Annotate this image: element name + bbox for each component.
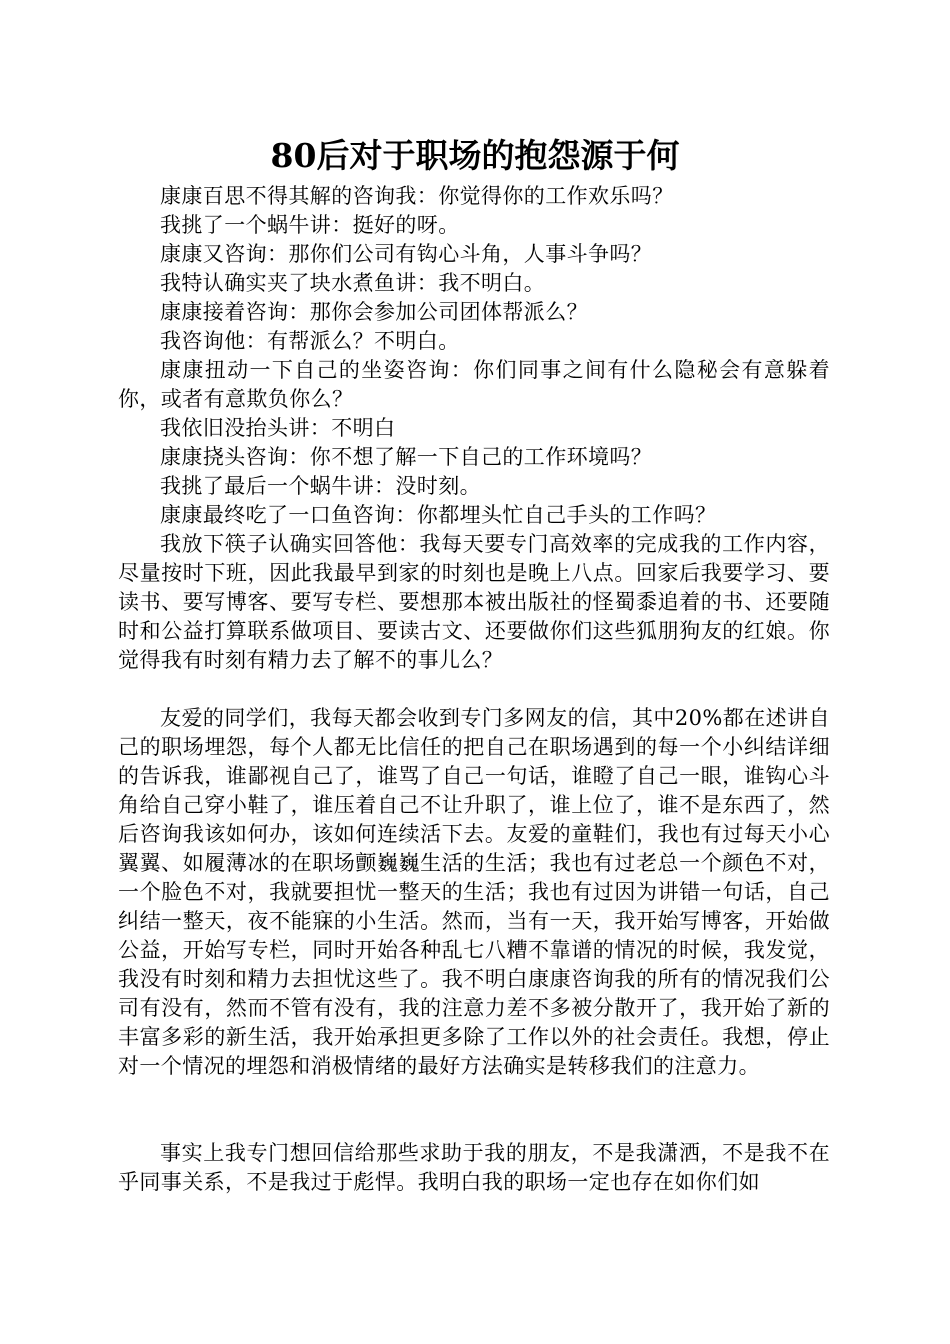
body-paragraph: 事实上我专门想回信给那些求助于我的朋友，不是我潇洒，不是我不在乎同事关系，不是我过于彪悍。我明白我的职场一定也存在如你们如: [118, 1141, 830, 1194]
dialogue-line: 康康又咨询：那你们公司有钩心斗角，人事斗争吗？: [160, 242, 653, 266]
dialogue-line: 康康扭动一下自己的坐姿咨询：你们同事之间有什么隐秘会有意躲着你，或者有意欺负你么？: [118, 358, 830, 411]
dialogue-line: 康康接着咨询：那你会参加公司团体帮派么？: [160, 300, 588, 324]
dialogue-line: 我依旧没抬头讲：不明白: [160, 416, 396, 440]
dialogue-line: 我挑了最后一个蜗牛讲：没时刻。: [160, 474, 481, 498]
dialogue-line: 康康最终吃了一口鱼咨询：你都埋头忙自己手头的工作吗？: [160, 503, 717, 527]
dialogue-line: 康康挠头咨询：你不想了解一下自己的工作环境吗？: [160, 445, 653, 469]
paragraph-spacer: [118, 1081, 830, 1139]
document-body: [118, 182, 830, 1197]
dialogue-line: 我挑了一个蜗牛讲：挺好的呀。: [160, 213, 460, 237]
dialogue-line: 我放下筷子认确实回答他：我每天要专门高效率的完成我的工作内容，尽量按时下班，因此我最早到家的时刻也是晚上八点。回家后我要学习、要读书、要写博客、要写专栏、要想那本被出版社的怪蜀黍追着的书、还要随时和公益打算联系做项目、要读古文、还要做你们这些狐朋狗友的红娘。你觉得我有时刻有精力去了解不的事儿么？: [118, 532, 830, 672]
body-paragraph: 友爱的同学们，我每天都会收到专门多网友的信，其中20%都在述讲自己的职场埋怨，每个人都无比信任的把自己在职场遇到的每一个小纠结详细的告诉我，谁鄙视自己了，谁骂了自己一句话，谁瞪了自己一眼，谁钩心斗角给自己穿小鞋了，谁压着自己不让升职了，谁上位了，谁不是东西了，然后咨询我该如何办，该如何连续活下去。友爱的童鞋们，我也有过每天小心翼翼、如履薄冰的在职场颤巍巍生活的生活；我也有过老总一个颜色不对，一个脸色不对，我就要担忧一整天的生活；我也有过因为讲错一句话，自己纠结一整天，夜不能寐的小生活。然而，当有一天，我开始写博客，开始做公益，开始写专栏，同时开始各种乱七八糟不靠谱的情况的时候，我发觉，我没有时刻和精力去担忧这些了。我不明白康康咨询我的所有的情况我们公司有没有，然而不管有没有，我的注意力差不多被分散开了，我开始了新的丰富多彩的新生活，我开始承担更多除了工作以外的社会责任。我想，停止对一个情况的埋怨和消极情绪的最好方法确实是转移我们的注意力。: [118, 706, 830, 1078]
paragraph-spacer: [118, 675, 830, 704]
dialogue-line: 康康百思不得其解的咨询我：你觉得你的工作欢乐吗？: [160, 184, 674, 208]
dialogue-line: 我咨询他：有帮派么？不明白。: [160, 329, 460, 353]
dialogue-line: 我特认确实夹了块水煮鱼讲：我不明白。: [160, 271, 546, 295]
document-title: 80后对于职场的抱怨源于何: [270, 136, 680, 175]
